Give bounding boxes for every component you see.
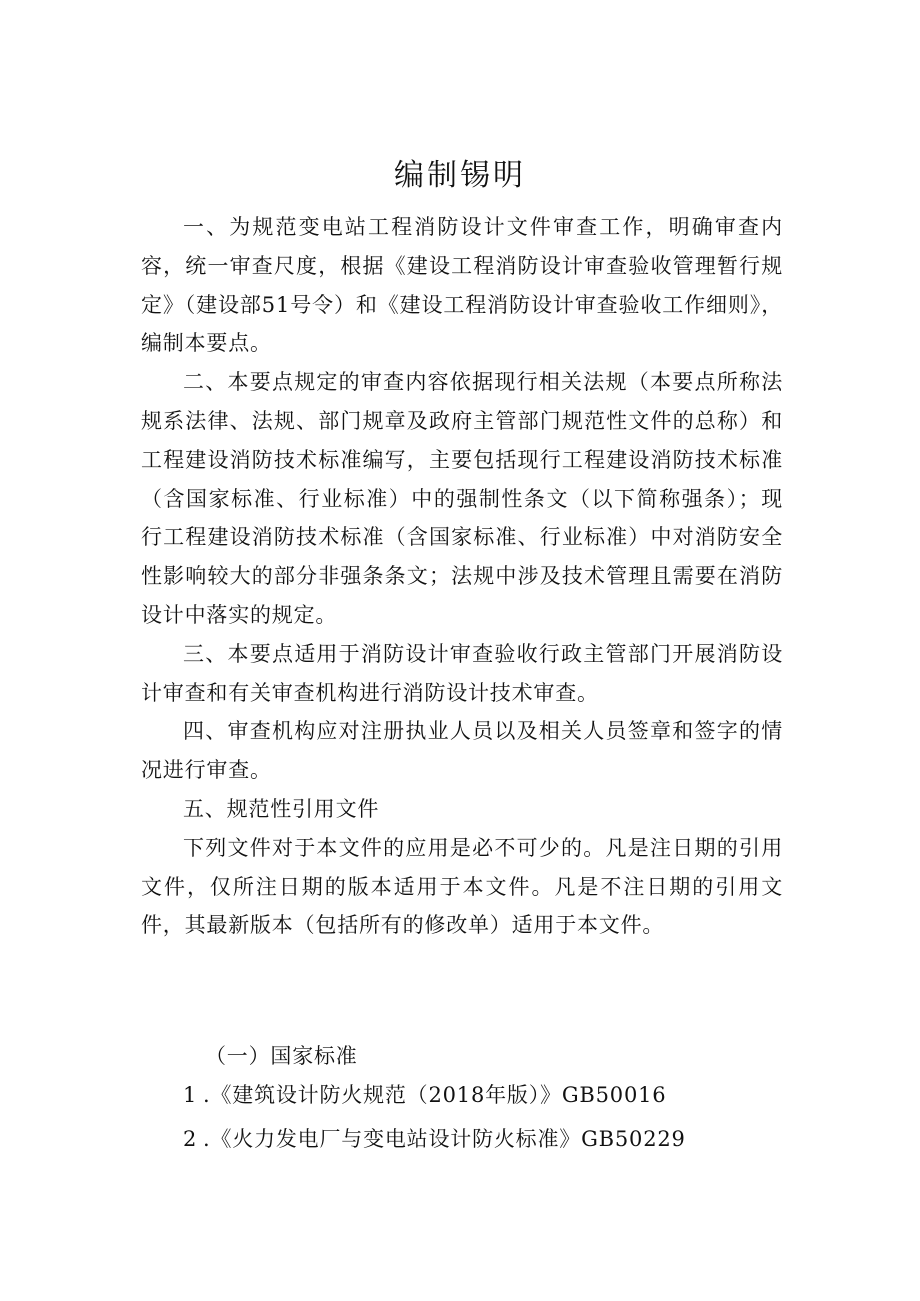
standard-item-number: 1 (183, 1083, 198, 1107)
document-title: 编制锡明 (394, 158, 526, 193)
paragraph-scope: 三、本要点适用于消防设计审查验收行政主管部门开展消防设计审查和有关审查机构进行消防设计技术审查。 (141, 641, 783, 705)
standard-item-number: 2 (183, 1127, 198, 1151)
paragraph-purpose: 一、为规范变电站工程消防设计文件审查工作，明确审查内容，统一审查尺度，根据《建设工程消防设计审查验收管理暂行规定》（建设部51号令）和《建设工程消防设计审查验收工作细则》，编制本要点。 (141, 215, 783, 356)
standard-item (141, 1073, 783, 1117)
standard-item-text: .《火力发电厂与变电站设计防火标准》GB50229 (203, 1127, 686, 1151)
national-standards-heading: （一）国家标准 (205, 1044, 358, 1068)
document-body (141, 208, 783, 945)
standard-item (141, 1117, 783, 1161)
paragraph-normative-references: 下列文件对于本文件的应用是必不可少的。凡是注日期的引用文件，仅所注日期的版本适用于本文件。凡是不注日期的引用文件，其最新版本（包括所有的修改单）适用于本文件。 (141, 835, 783, 938)
national-standards-list (141, 1039, 783, 1161)
paragraph-signature-review: 四、审查机构应对注册执业人员以及相关人员签章和签字的情况进行审查。 (141, 719, 783, 783)
standard-item-text: .《建筑设计防火规范（2018年版）》GB50016 (203, 1083, 667, 1107)
paragraph-normative-references-heading: 五、规范性引用文件 (183, 796, 380, 821)
paragraph-basis: 二、本要点规定的审查内容依据现行相关法规（本要点所称法规系法律、法规、部门规章及政府主管部门规范性文件的总称）和工程建设消防技术标准编写，主要包括现行工程建设消防技术标准（含国家标准、行业标准）中的强制性条文（以下简称强条）；现行工程建设消防技术标准（含国家标准、行业标准）中对消防安全性影响较大的部分非强条条文；法规中涉及技术管理且需要在消防设计中落实的规定。 (141, 370, 783, 627)
